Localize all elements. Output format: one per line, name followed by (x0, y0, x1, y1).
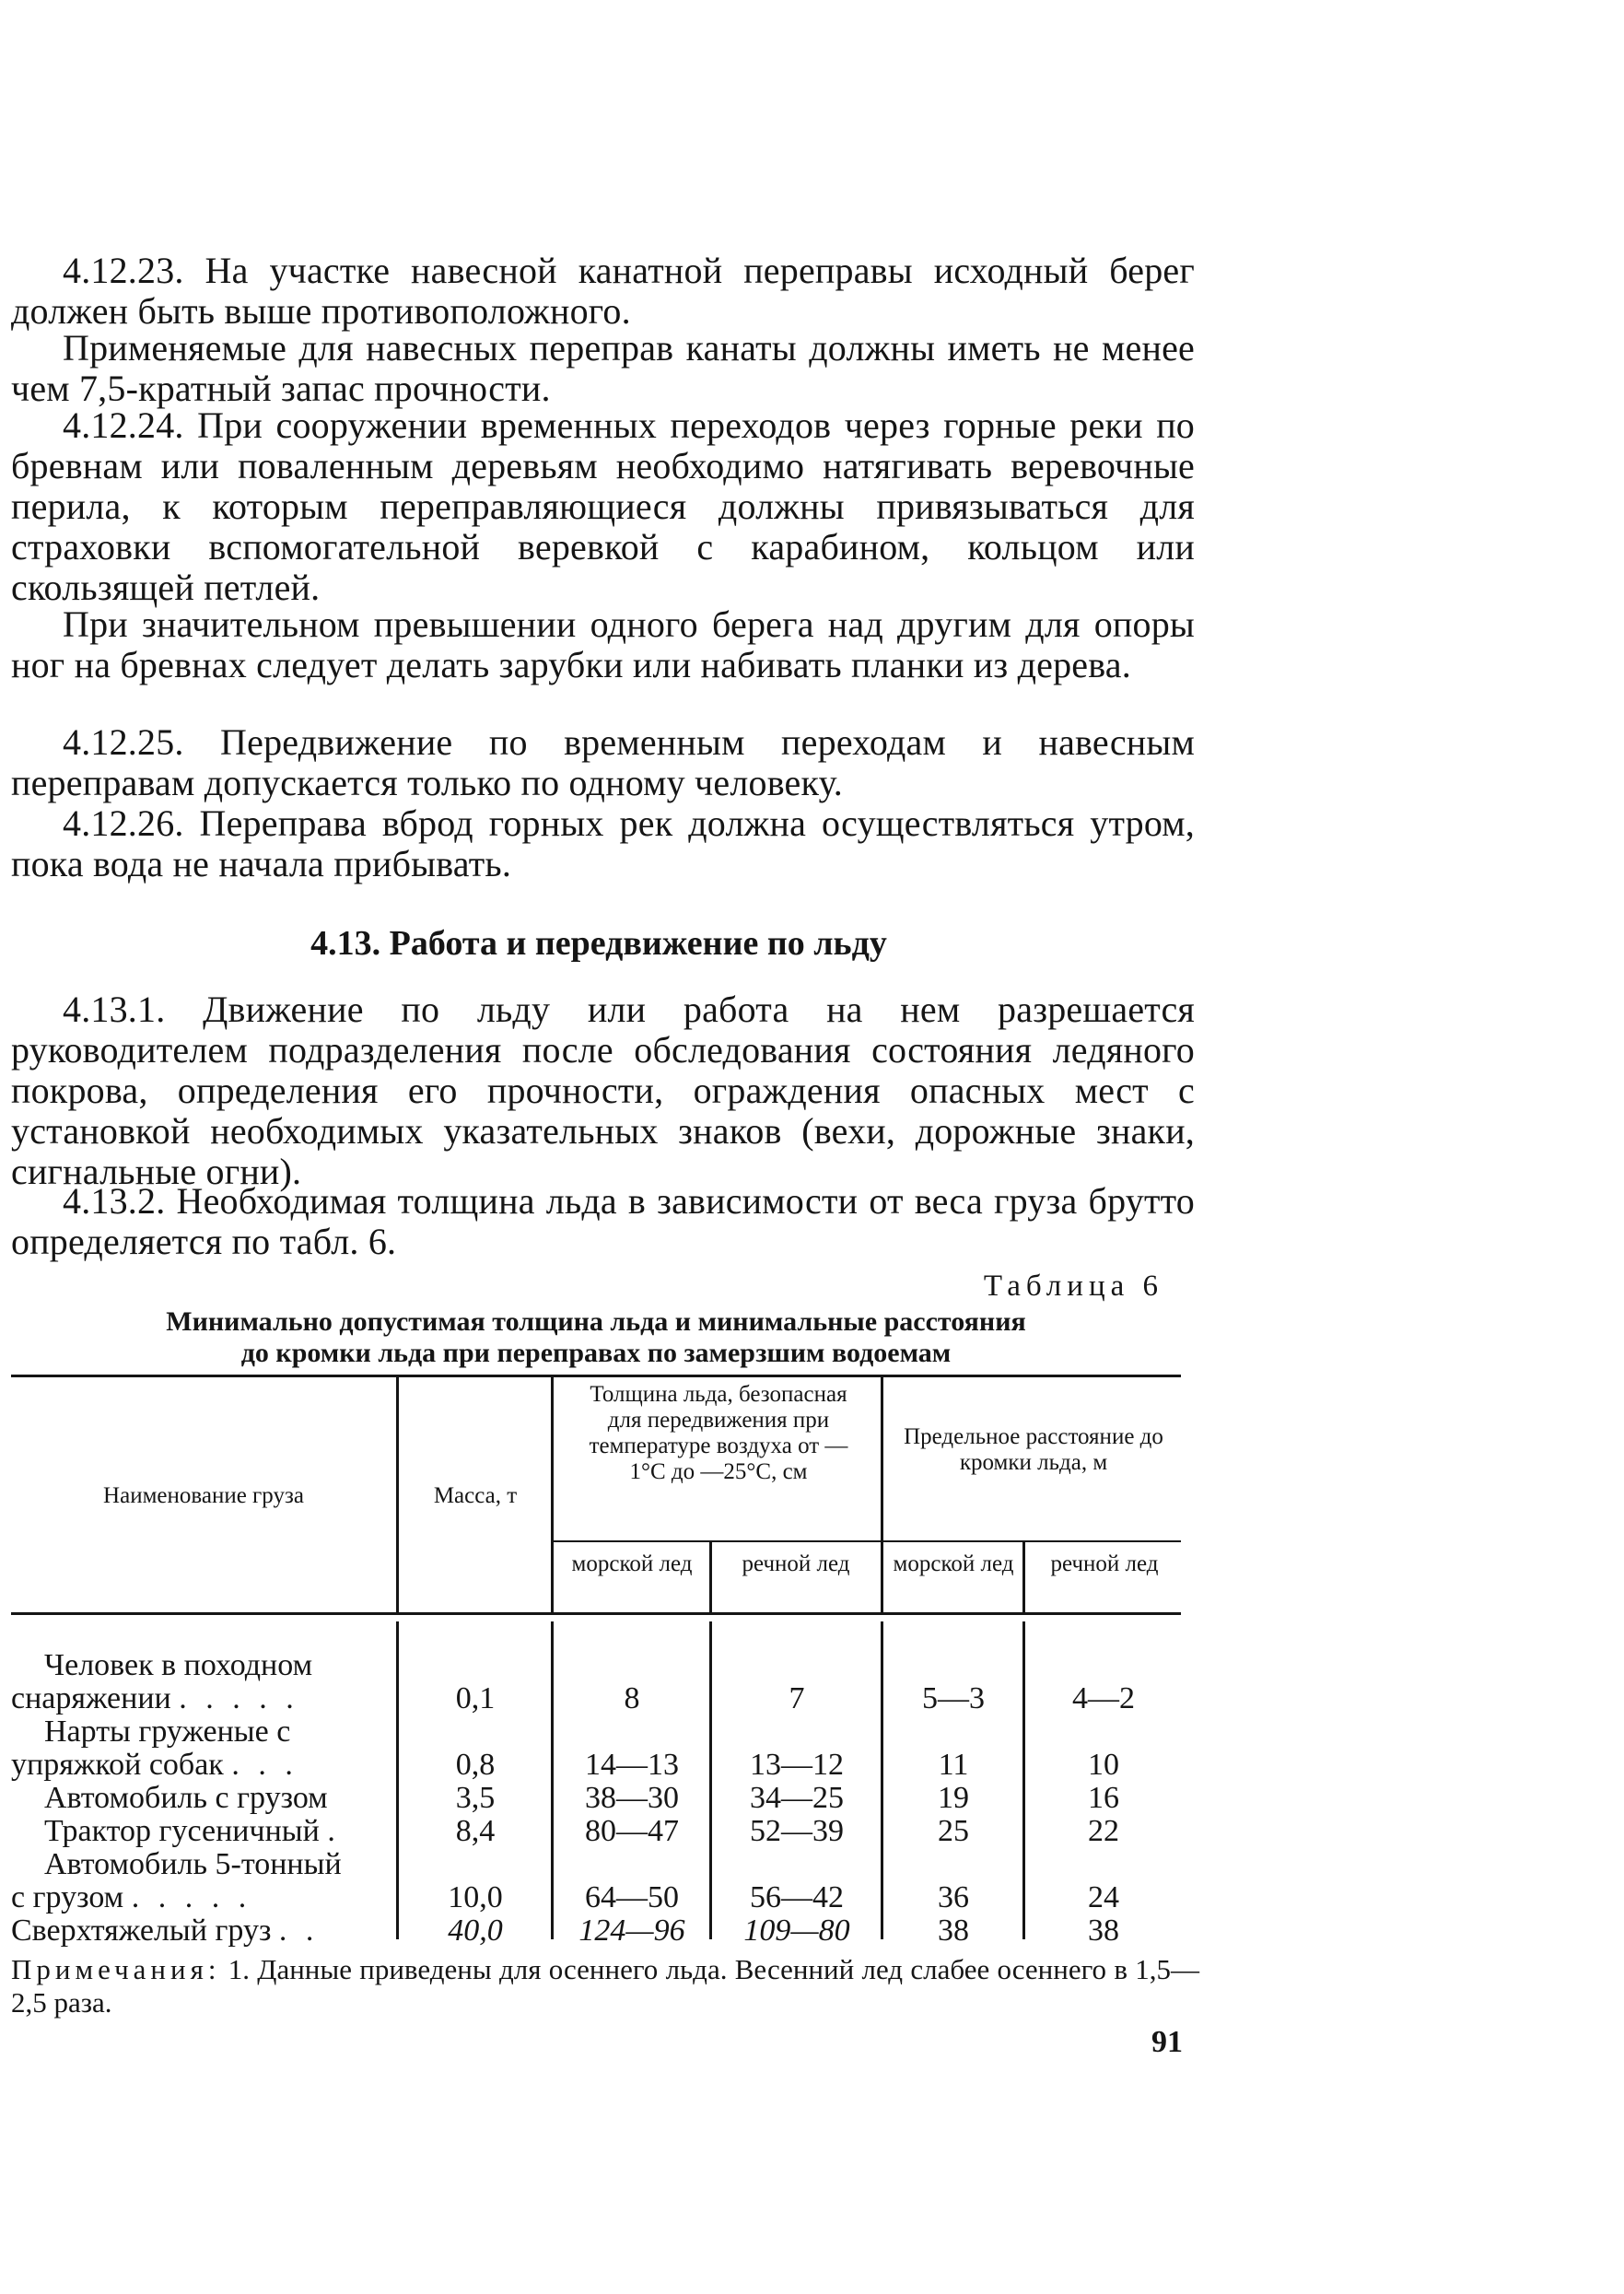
table-top-rule (11, 1375, 1181, 1377)
note-lead: Примечания: (11, 1953, 221, 1985)
table-cell-thick-sea: 38—30 (585, 1781, 679, 1815)
table-row-name: снаряжении . . . . . (11, 1681, 299, 1715)
table-cell-thick-river: 13—12 (750, 1748, 844, 1782)
table-row-name: упряжкой собак . . . (11, 1748, 298, 1782)
col-divider-2 (551, 1377, 554, 1612)
header-distance-sea: морской лед (893, 1551, 1014, 1576)
paragraph-4-12-26: 4.12.26. Переправа вброд горных рек должна осуществляться утром, пока вода не начала прибывать. (11, 802, 1195, 884)
col-divider-5 (1022, 1542, 1025, 1612)
body-divider-5 (1022, 1621, 1025, 1939)
table-cell-dist-sea: 5—3 (922, 1681, 985, 1715)
table-cell-dist-sea: 25 (938, 1814, 969, 1848)
paragraph-4-12-24: 4.12.24. При сооружении временных переходов через горные реки по бревнам или поваленным деревьям необходимо натягивать веревочные перила, к которым переправляющиеся должны привязываться для страховки вспомогательной веревкой с карабином, кольцом или скользящей петлей. (11, 404, 1195, 608)
table-cell-thick-sea: 80—47 (585, 1814, 679, 1848)
col-divider-4 (881, 1377, 883, 1612)
header-thickness: Толщина льда, безопасная для передвижения при температуре воздуха от —1°С до —25°С, см (589, 1382, 848, 1484)
table-cell-thick-river: 7 (789, 1681, 805, 1715)
table-title-line-1: Минимально допустимая толщина льда и минимальные расстояния (166, 1306, 1026, 1337)
body-divider-1 (396, 1621, 399, 1939)
table-cell-mass: 40,0 (448, 1914, 503, 1948)
paragraph-4-13-1: 4.13.1. Движение по льду или работа на нем разрешается руководителем подразделения после обследования состояния ледяного покрова, определения его прочности, ограждения опасных мест с установкой необходимых указательных знаков (вехи, дорожные знаки, сигнальные огни). (11, 989, 1195, 1192)
body-divider-2 (551, 1621, 554, 1939)
table-cell-dist-river: 16 (1088, 1781, 1119, 1815)
table-title-line-2: до кромки льда при переправах по замерзшим водоемам (240, 1338, 952, 1368)
header-thickness-sea: морской лед (571, 1551, 693, 1576)
table-note (11, 1953, 1199, 2019)
section-title: 4.13. Работа и передвижение по льду (310, 924, 887, 963)
table-row-name: Автомобиль с грузом (44, 1781, 328, 1815)
table-row-name: Автомобиль 5-тонный (44, 1847, 342, 1881)
table-cell-dist-sea: 36 (938, 1880, 969, 1914)
col-divider-3 (709, 1542, 712, 1612)
table-cell-dist-river: 22 (1088, 1814, 1119, 1848)
table-row-name: Нарты груженые с (44, 1715, 291, 1749)
table-cell-dist-sea: 11 (938, 1748, 969, 1782)
note-text: 1. Данные приведены для осеннего льда. Весенний лед слабее осеннего в 1,5—2,5 раза. (11, 1953, 1199, 2019)
paragraph-bank-height: При значительном превышении одного берега над другим для опоры ног на бревнах следует делать зарубки или набивать планки из дерева. (11, 603, 1195, 685)
table-cell-mass: 10,0 (448, 1880, 503, 1914)
table-cell-thick-river: 34—25 (750, 1781, 844, 1815)
header-mass: Масса, т (433, 1483, 518, 1508)
paragraph-4-13-2: 4.13.2. Необходимая толщина льда в зависимости от веса груза брутто определяется по табл. 6. (11, 1180, 1195, 1262)
table-cell-dist-river: 24 (1088, 1880, 1119, 1914)
table-row-name: Трактор гусеничный . (44, 1814, 341, 1848)
table-cell-dist-sea: 19 (938, 1781, 969, 1815)
table-row-name: Сверхтяжелый груз . . (11, 1914, 320, 1948)
header-thickness-river: речной лед (742, 1551, 850, 1576)
header-name: Наименование груза (103, 1483, 304, 1508)
table-cell-thick-river: 109—80 (743, 1914, 850, 1948)
table-cell-thick-sea: 64—50 (585, 1880, 679, 1914)
table-title (11, 1306, 1181, 1369)
table-cell-dist-river: 38 (1088, 1914, 1119, 1948)
table-cell-thick-sea: 124—96 (578, 1914, 685, 1948)
header-distance: Предельное расстояние до кромки льда, м (904, 1424, 1163, 1475)
body-divider-4 (881, 1621, 883, 1939)
paragraph-4-12-25: 4.12.25. Передвижение по временным переходам и навесным переправам допускается только по одному человеку. (11, 721, 1195, 803)
table-cell-dist-sea: 38 (938, 1914, 969, 1948)
table-row-name: Человек в походном (44, 1648, 313, 1682)
table-cell-mass: 3,5 (455, 1781, 496, 1815)
table-label: Таблица 6 (983, 1270, 1163, 1303)
table-cell-mass: 0,8 (455, 1748, 496, 1782)
table-cell-thick-sea: 14—13 (585, 1748, 679, 1782)
table-cell-thick-river: 56—42 (750, 1880, 844, 1914)
table-cell-thick-river: 52—39 (750, 1814, 844, 1848)
header-bottom-rule (11, 1612, 1181, 1615)
table-cell-mass: 0,1 (455, 1681, 496, 1715)
body-divider-3 (709, 1621, 712, 1939)
table-cell-dist-river: 4—2 (1072, 1681, 1135, 1715)
paragraph-4-12-23: 4.12.23. На участке навесной канатной переправы исходный берег должен быть выше противоположного. (11, 250, 1195, 332)
subheader-rule (551, 1540, 1181, 1542)
table-cell-thick-sea: 8 (624, 1681, 640, 1715)
header-distance-river: речной лед (1050, 1551, 1159, 1576)
table-row-name: с грузом . . . . . (11, 1880, 252, 1914)
paragraph-ropes: Применяемые для навесных переправ канаты должны иметь не менее чем 7,5-кратный запас прочности. (11, 327, 1195, 409)
page-number: 91 (1151, 2025, 1183, 2059)
col-divider-1 (396, 1377, 399, 1612)
table-cell-dist-river: 10 (1088, 1748, 1119, 1782)
table-cell-mass: 8,4 (455, 1814, 496, 1848)
